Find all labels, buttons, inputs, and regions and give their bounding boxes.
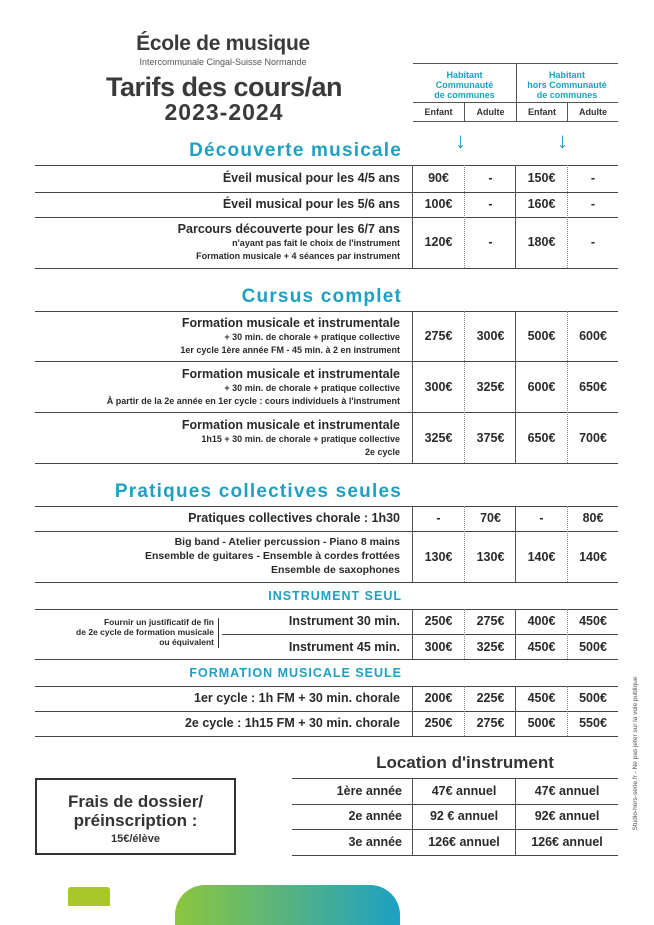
price-cell: 450€ [527, 691, 556, 705]
row-divider [35, 531, 618, 532]
price-cell: 80€ [582, 511, 604, 525]
location-price: 92 € annuel [429, 809, 499, 823]
row-divider [35, 711, 618, 712]
price-cell: 180€ [527, 235, 556, 249]
location-row-label: 2e année [348, 809, 402, 823]
row-sublabel: 2e cycle [364, 447, 400, 457]
location-row-label: 1ère année [336, 784, 402, 798]
price-cell: 700€ [579, 431, 607, 445]
price-cell: 250€ [424, 614, 453, 628]
row-sublabel: + 30 min. de chorale + pratique collective [224, 332, 400, 342]
column-header-bottom-line [413, 121, 618, 122]
price-cell: 275€ [476, 716, 505, 730]
side-credit [628, 660, 640, 855]
price-cell: 120€ [424, 235, 453, 249]
row-label-line: Ensemble de saxophones [271, 564, 400, 576]
fees-amount: 15€/élève [111, 833, 160, 845]
row-label-line: Ensemble de guitares - Ensemble à cordes frottées [144, 550, 400, 562]
price-cell: 300€ [424, 380, 453, 394]
row-divider [35, 217, 618, 218]
school-name: École de musique [136, 32, 310, 55]
row-divider [292, 778, 618, 779]
column-group-non-residents-line2: hors Communauté [527, 80, 607, 90]
price-cell: 200€ [424, 691, 453, 705]
column-group-residents-line1: Habitant [446, 70, 483, 80]
price-cell: - [590, 235, 596, 249]
row-divider [35, 311, 618, 312]
row-divider [35, 412, 618, 413]
row-divider [292, 829, 618, 830]
arrow-down-icon: ↓ [557, 128, 568, 153]
row-sublabel: Formation musicale + 4 séances par instrument [196, 251, 400, 261]
green-decor-block [68, 887, 110, 906]
row-divider [35, 609, 618, 610]
price-cell: 500€ [527, 329, 556, 343]
instrument-note-line: Fournir un justificatif de fin [103, 617, 214, 627]
row-divider [35, 506, 618, 507]
price-cell: 300€ [476, 329, 505, 343]
location-price: 126€ annuel [428, 835, 500, 849]
location-price: 126€ annuel [531, 835, 603, 849]
row-label: Formation musicale et instrumentale [181, 316, 400, 330]
page-year: 2023-2024 [164, 99, 284, 125]
row-label: Instrument 30 min. [288, 614, 400, 628]
section-title-formation: FORMATION MUSICALE SEULE [189, 666, 402, 680]
price-cell: 275€ [476, 614, 505, 628]
price-cell: - [590, 197, 596, 211]
price-cell: 600€ [579, 329, 607, 343]
row-label: Éveil musical pour les 5/6 ans [222, 197, 400, 211]
price-cell: 325€ [424, 431, 453, 445]
price-cell: - [488, 235, 493, 249]
row-divider [222, 634, 618, 635]
price-cell: 90€ [428, 171, 449, 185]
row-sublabel: 1h15 + 30 min. de chorale + pratique collective [201, 434, 400, 444]
column-group-non-residents [516, 70, 618, 100]
row-label-ensembles [40, 535, 400, 577]
price-cell: 250€ [424, 716, 453, 730]
row-label: Pratiques collectives chorale : 1h30 [188, 511, 400, 525]
section-title-cursus: Cursus complet [241, 286, 402, 307]
location-price: 47€ annuel [431, 784, 497, 798]
column-group-non-residents-line3: de communes [536, 90, 598, 100]
price-cell: 400€ [527, 614, 556, 628]
price-cell: - [436, 511, 441, 525]
column-enfant-2: Enfant [528, 107, 556, 117]
price-cell: 650€ [527, 431, 556, 445]
row-label: 1er cycle : 1h FM + 30 min. chorale [194, 691, 400, 705]
row-label-line: Big band - Atelier percussion - Piano 8 mains [174, 536, 400, 548]
row-sublabel: n'ayant pas fait le choix de l'instrument [232, 238, 400, 248]
note-bracket [218, 618, 219, 648]
price-cell: 325€ [476, 640, 505, 654]
column-adulte-1: Adulte [476, 107, 505, 117]
price-cell: - [590, 171, 596, 185]
price-cell: 160€ [527, 197, 556, 211]
column-group-residents [413, 70, 516, 100]
row-sublabel: + 30 min. de chorale + pratique collective [224, 383, 400, 393]
price-cell: 500€ [527, 716, 556, 730]
column-adulte-2: Adulte [579, 107, 607, 117]
side-credit-text: Studio-hors-serie.fr - Ne pas jeter sur la voie publique [632, 676, 639, 831]
location-price: 92€ annuel [534, 809, 600, 823]
row-label: Formation musicale et instrumentale [181, 418, 400, 432]
column-group-residents-line3: de communes [434, 90, 495, 100]
price-cell: 325€ [476, 380, 505, 394]
row-divider [35, 582, 618, 583]
price-cell: 500€ [579, 640, 607, 654]
price-cell: 100€ [424, 197, 453, 211]
price-cell: 500€ [579, 691, 607, 705]
price-cell: 140€ [579, 550, 607, 564]
price-cell: 300€ [424, 640, 453, 654]
price-cell: 450€ [527, 640, 556, 654]
instrument-note-line: ou équivalent [159, 637, 214, 647]
row-divider [292, 804, 618, 805]
price-cell: 140€ [527, 550, 556, 564]
section-title-decouverte: Découverte musicale [189, 140, 402, 161]
price-cell: 600€ [527, 380, 556, 394]
school-subtitle: Intercommunale Cingal-Suisse Normande [139, 57, 307, 67]
row-divider [35, 736, 618, 737]
price-cell: - [488, 197, 493, 211]
fees-title-line2: préinscription : [73, 811, 198, 830]
row-label: Formation musicale et instrumentale [181, 367, 400, 381]
row-label: Instrument 45 min. [288, 640, 400, 654]
location-price: 47€ annuel [534, 784, 600, 798]
location-title: Location d'instrument [376, 753, 554, 772]
price-cell: 70€ [480, 511, 501, 525]
row-divider [35, 463, 618, 464]
price-cell: 650€ [579, 380, 607, 394]
row-divider [35, 361, 618, 362]
price-cell: 225€ [476, 691, 505, 705]
page-title: Tarifs des cours/an [105, 72, 343, 102]
price-cell: 275€ [424, 329, 453, 343]
price-cell: 130€ [424, 550, 453, 564]
row-divider [292, 855, 618, 856]
fees-box [35, 778, 236, 855]
row-label: Parcours découverte pour les 6/7 ans [177, 222, 400, 236]
instrument-note-line: de 2e cycle de formation musicale [76, 627, 214, 637]
location-row-label: 3e année [348, 835, 402, 849]
section-title-instrument: INSTRUMENT SEUL [268, 589, 402, 603]
fees-title-line1: Frais de dossier/ [67, 792, 204, 811]
column-group-non-residents-line1: Habitant [549, 70, 585, 80]
instrument-note [38, 617, 214, 647]
price-cell: 450€ [579, 614, 607, 628]
arrow-down-icon: ↓ [455, 128, 466, 153]
row-sublabel: 1er cycle 1ère année FM - 45 min. à 2 en instrument [180, 345, 400, 355]
price-cell: - [539, 511, 544, 525]
price-cell: - [488, 171, 493, 185]
row-divider [35, 192, 618, 193]
price-cell: 150€ [527, 171, 556, 185]
gradient-decor-shape [175, 885, 400, 925]
price-cell: 130€ [476, 550, 505, 564]
row-divider [35, 686, 618, 687]
section-title-pratiques: Pratiques collectives seules [114, 481, 402, 502]
column-enfant-1: Enfant [424, 107, 453, 117]
row-divider [35, 165, 618, 166]
price-cell: 550€ [579, 716, 607, 730]
row-divider [35, 659, 618, 660]
row-label: Éveil musical pour les 4/5 ans [222, 171, 400, 185]
row-divider [35, 268, 618, 269]
row-sublabel: À partir de la 2e année en 1er cycle : cours individuels à l'instrument [106, 396, 400, 406]
price-cell: 375€ [476, 431, 505, 445]
column-group-residents-line2: Communauté [435, 80, 494, 90]
row-label: 2e cycle : 1h15 FM + 30 min. chorale [184, 716, 400, 730]
